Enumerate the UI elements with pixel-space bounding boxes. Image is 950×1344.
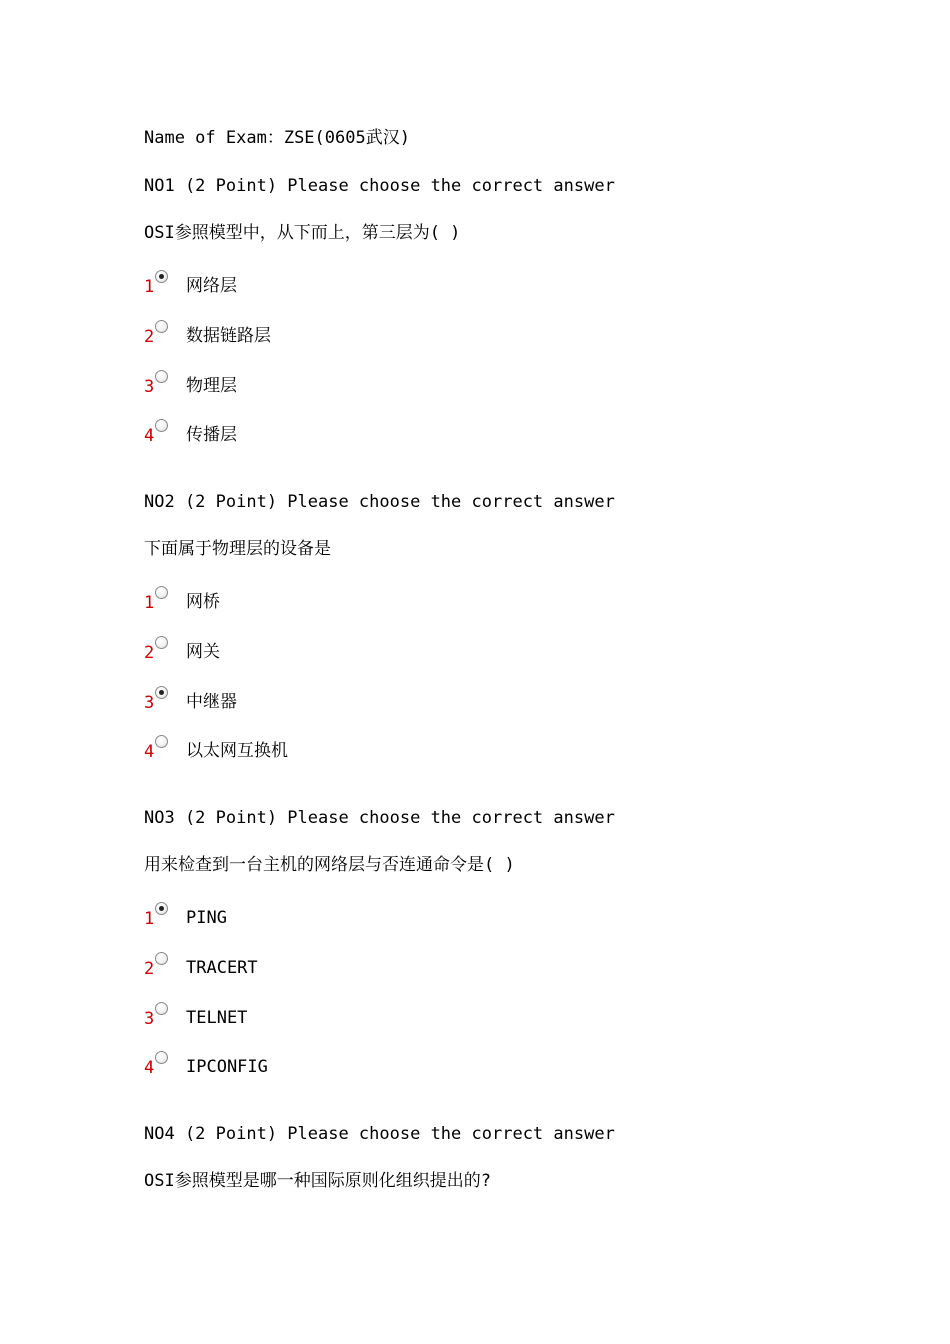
question-2-text: 下面属于物理层的设备是 xyxy=(144,539,331,559)
question-2-option-3[interactable] xyxy=(144,686,644,716)
radio-button[interactable] xyxy=(155,370,168,383)
question-2-header: NO2 (2 Point) Please choose the correct answer xyxy=(144,492,615,512)
option-label: 网桥 xyxy=(186,592,220,612)
option-number: 3 xyxy=(144,693,155,713)
radio-button-checked[interactable] xyxy=(155,270,168,283)
question-1-option-3[interactable] xyxy=(144,370,644,400)
question-3-option-3[interactable] xyxy=(144,1002,644,1032)
radio-button[interactable] xyxy=(155,419,168,432)
option-number: 1 xyxy=(144,593,155,613)
question-3-option-2[interactable] xyxy=(144,952,644,982)
option-label: 数据链路层 xyxy=(186,326,271,346)
question-1-option-1[interactable] xyxy=(144,270,644,300)
option-number: 1 xyxy=(144,909,155,929)
option-number: 4 xyxy=(144,742,155,762)
exam-title-label: Name of Exam xyxy=(144,128,267,148)
option-label: 网络层 xyxy=(186,276,237,296)
option-label: TRACERT xyxy=(186,958,258,978)
radio-button[interactable] xyxy=(155,952,168,965)
radio-button-checked[interactable] xyxy=(155,902,168,915)
question-1-text: OSI参照模型中，从下而上，第三层为( ) xyxy=(144,223,461,243)
option-number: 2 xyxy=(144,327,155,347)
option-label: 网关 xyxy=(186,642,220,662)
question-3-option-1[interactable] xyxy=(144,902,644,932)
option-label: 以太网互换机 xyxy=(186,741,288,761)
question-3-option-4[interactable] xyxy=(144,1051,644,1081)
radio-button[interactable] xyxy=(155,1002,168,1015)
question-2-option-2[interactable] xyxy=(144,636,644,666)
question-1-header: NO1 (2 Point) Please choose the correct answer xyxy=(144,176,615,196)
option-number: 3 xyxy=(144,377,155,397)
radio-button[interactable] xyxy=(155,586,168,599)
option-label: 物理层 xyxy=(186,376,237,396)
question-1-option-4[interactable] xyxy=(144,419,644,449)
radio-button[interactable] xyxy=(155,636,168,649)
exam-title-colon: ： xyxy=(266,128,284,148)
option-number: 2 xyxy=(144,959,155,979)
question-2-option-4[interactable] xyxy=(144,735,644,765)
option-number: 4 xyxy=(144,426,155,446)
question-3-text: 用来检查到一台主机的网络层与否连通命令是( ) xyxy=(144,855,515,875)
option-number: 3 xyxy=(144,1009,155,1029)
question-4-header: NO4 (2 Point) Please choose the correct answer xyxy=(144,1124,615,1144)
radio-button[interactable] xyxy=(155,1051,168,1064)
option-number: 2 xyxy=(144,643,155,663)
question-3-header: NO3 (2 Point) Please choose the correct answer xyxy=(144,808,615,828)
option-label: 传播层 xyxy=(186,425,237,445)
question-1-option-2[interactable] xyxy=(144,320,644,350)
option-number: 1 xyxy=(144,277,155,297)
radio-button[interactable] xyxy=(155,735,168,748)
radio-button-checked[interactable] xyxy=(155,686,168,699)
question-4-text: OSI参照模型是哪一种国际原则化组织提出的? xyxy=(144,1171,491,1191)
option-label: PING xyxy=(186,908,227,928)
option-number: 4 xyxy=(144,1058,155,1078)
radio-button[interactable] xyxy=(155,320,168,333)
question-2-option-1[interactable] xyxy=(144,586,644,616)
option-label: IPCONFIG xyxy=(186,1057,268,1077)
exam-name: ZSE(0605武汉) xyxy=(283,128,410,148)
option-label: 中继器 xyxy=(186,692,237,712)
exam-title xyxy=(144,127,410,149)
option-label: TELNET xyxy=(186,1008,248,1028)
